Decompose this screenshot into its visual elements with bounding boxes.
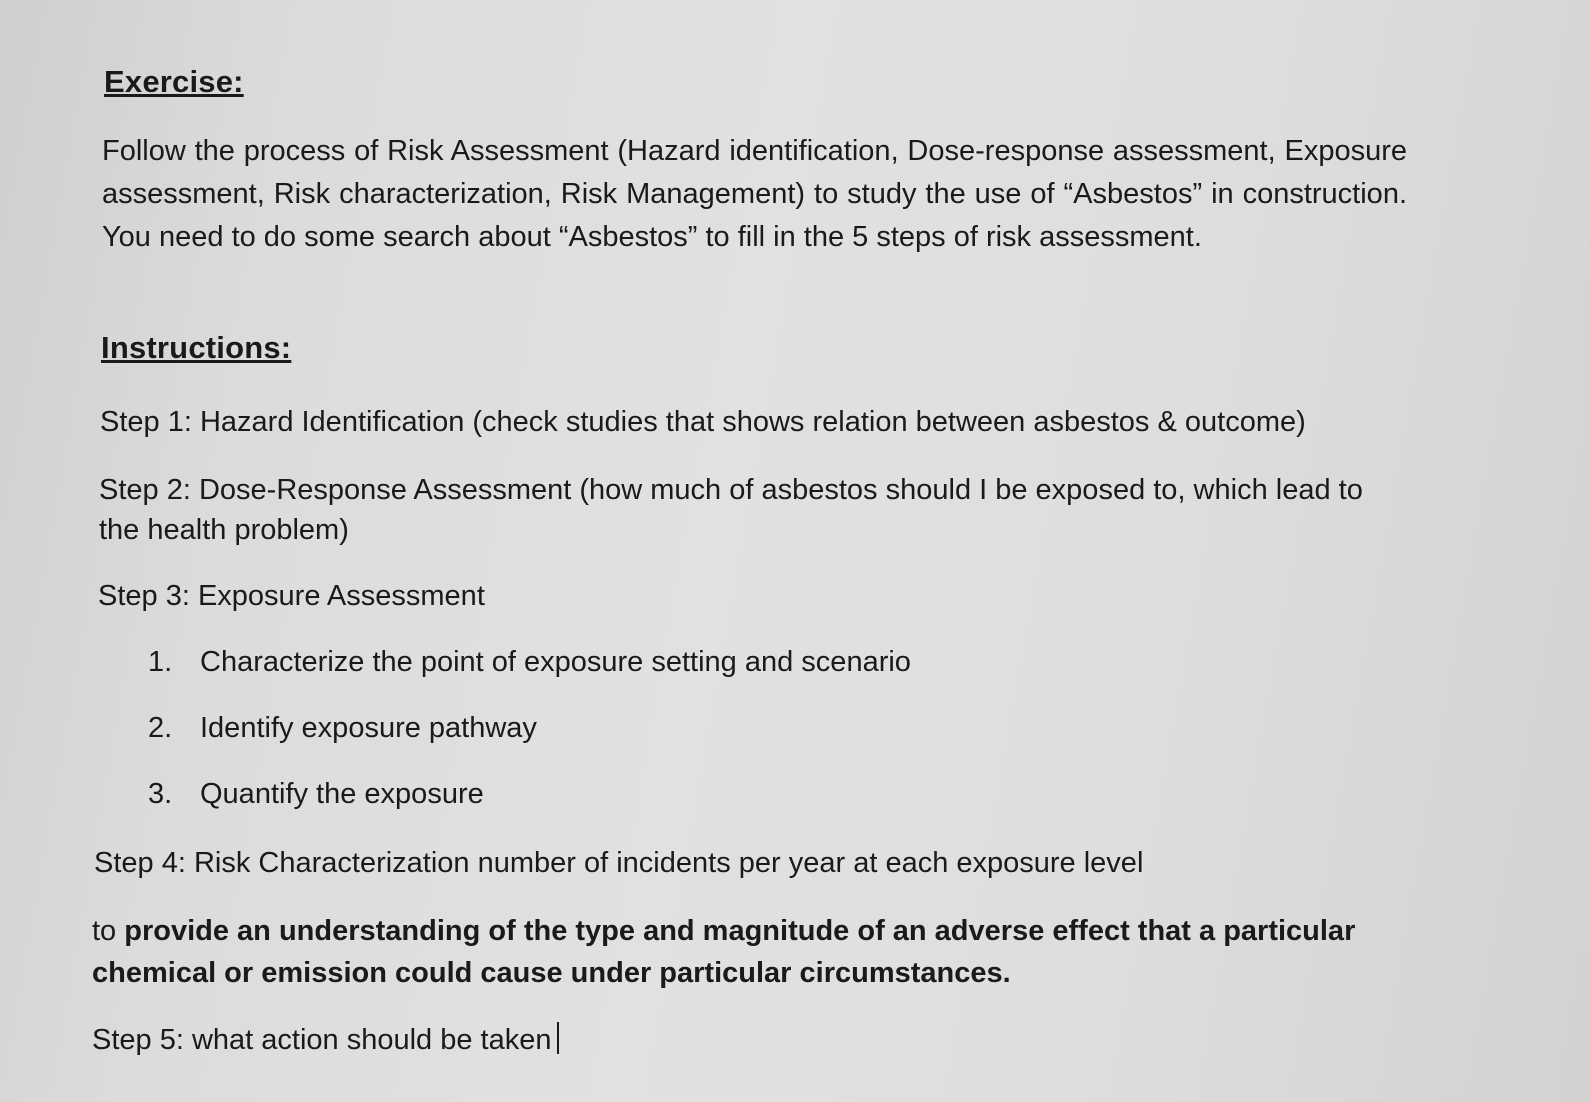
step-4-detail [92, 910, 1412, 994]
instructions-heading: Instructions: [101, 330, 292, 365]
list-item-text: Identify exposure pathway [200, 712, 537, 744]
step-5[interactable] [92, 1020, 559, 1060]
list-item-text: Characterize the point of exposure setting and scenario [200, 646, 911, 678]
document-page [92, 58, 1417, 1088]
step-3-list [148, 642, 1148, 840]
step-4-detail-prefix: to [92, 915, 125, 947]
step-4-detail-bold: provide an understanding of the type and magnitude of an adverse effect that a particular chemical or emission could cause under particular circumstances. [92, 915, 1356, 989]
exercise-heading: Exercise: [104, 64, 244, 99]
list-item [148, 708, 1148, 774]
step-1: Step 1: Hazard Identification (check studies that shows relation between asbestos & outcome) [100, 406, 1306, 438]
exercise-body: Follow the process of Risk Assessment (Hazard identification, Dose-response assessment, Exposure assessment, Risk characterization, Risk Management) to study the use of “Asbestos” in construction. You need to do some search about “Asbestos” to fill in the 5 steps of risk assessment. [102, 135, 1407, 253]
text-cursor [557, 1022, 559, 1054]
step-3: Step 3: Exposure Assessment [98, 580, 485, 612]
step-2: Step 2: Dose-Response Assessment (how much of asbestos should I be exposed to, which lead to the health problem) [99, 474, 1363, 546]
list-item-number: 1. [148, 646, 173, 678]
list-item-text: Quantify the exposure [200, 778, 484, 810]
list-item [148, 642, 1148, 708]
step-4: Step 4: Risk Characterization number of incidents per year at each exposure level [94, 847, 1144, 879]
list-item-number: 2. [148, 712, 173, 744]
list-item [148, 774, 1148, 840]
step-5-text: Step 5: what action should be taken [92, 1024, 552, 1056]
list-item-number: 3. [148, 778, 173, 810]
